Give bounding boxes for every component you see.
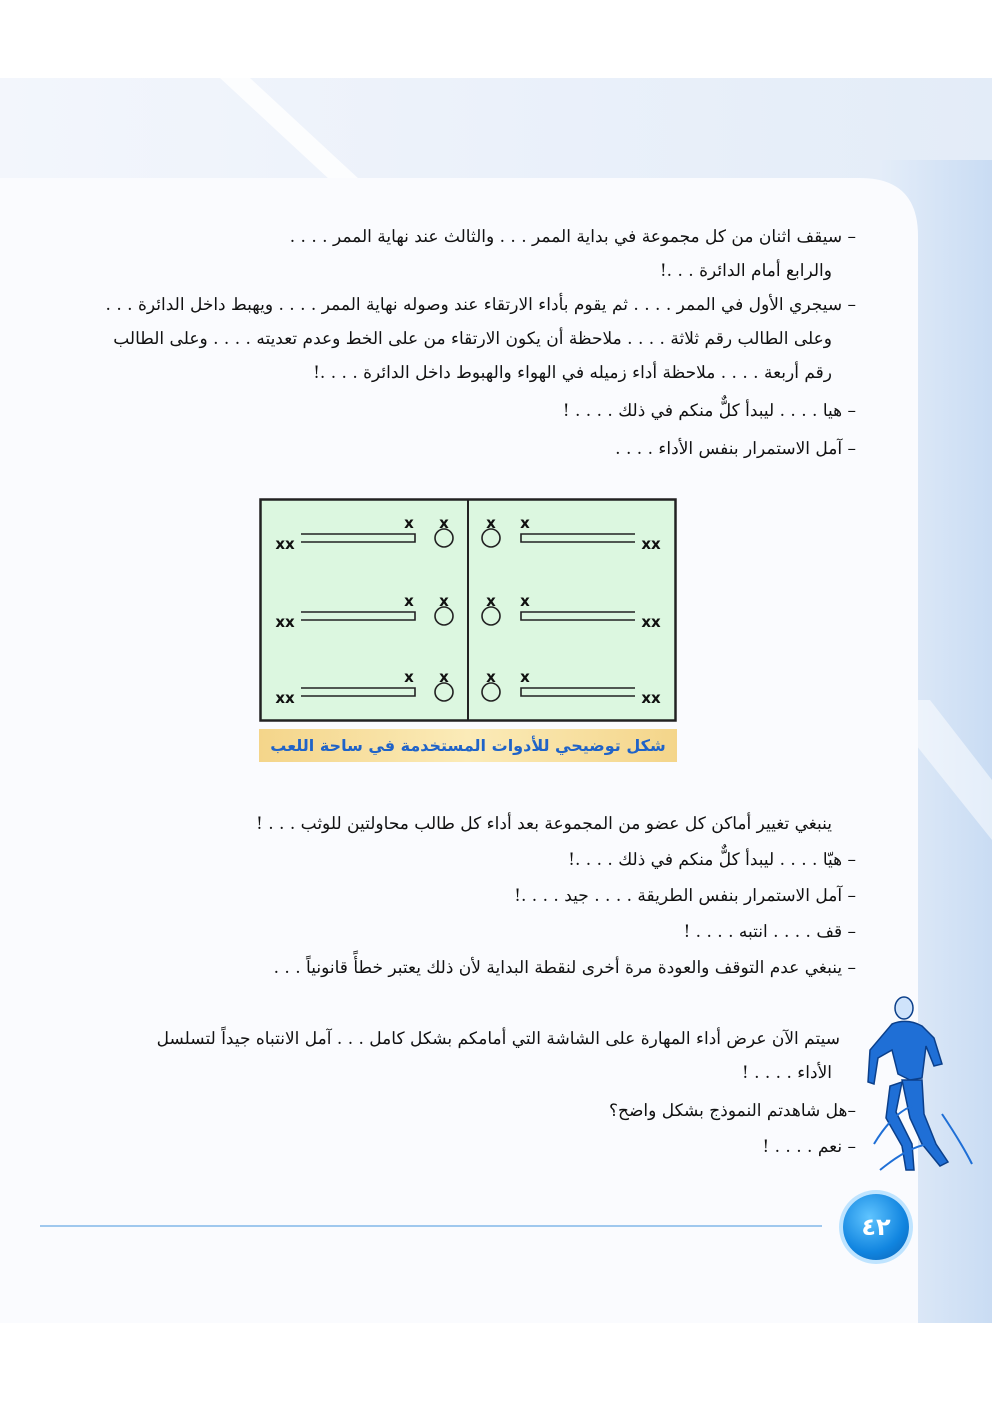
page-number-badge [843, 1194, 909, 1260]
instruction-line: – هيا . . . . ليبدأ كلٌّ منكم في ذلك . . . . ! [562, 401, 856, 421]
instruction-line: الأداء . . . . ! [741, 1063, 832, 1083]
student-marker: x [486, 668, 496, 686]
instruction-line: –هل شاهدتم النموذج بشكل واضح؟ [608, 1101, 856, 1121]
instruction-line: – سيقف اثنان من كل مجموعة في بداية الممر . . . والثالث عند نهاية الممر . . . . [289, 227, 856, 247]
student-marker: x [404, 668, 414, 686]
student-marker: x [520, 668, 530, 686]
instruction-line: – نعم . . . . ! [762, 1137, 856, 1157]
instruction-line: – قف . . . . انتبه . . . . ! [683, 922, 856, 942]
figure-caption-text: شكل توضيحي للأدوات المستخدمة في ساحة اللعب [270, 736, 666, 755]
student-marker: x [439, 668, 449, 686]
student-marker: x [520, 514, 530, 532]
student-marker: x [486, 514, 496, 532]
instruction-line: – هيّا . . . . ليبدأ كلٌّ منكم في ذلك . . . .! [568, 850, 856, 870]
runner-illustration [852, 994, 982, 1194]
student-marker-pair: xx [275, 689, 295, 707]
figure-caption [259, 729, 677, 762]
instruction-line: سيتم الآن عرض أداء المهارة على الشاشة التي أمامكم بشكل كامل . . . آمل الانتباه جيداً لتسلسل [156, 1029, 840, 1049]
student-marker: x [404, 592, 414, 610]
student-marker: x [486, 592, 496, 610]
instruction-line: رقم أربعة . . . . ملاحظة أداء زميله في الهواء والهبوط داخل الدائرة . . . .! [313, 363, 832, 383]
student-marker: x [404, 514, 414, 532]
student-marker-pair: xx [641, 535, 661, 553]
instruction-line: – ينبغي عدم التوقف والعودة مرة أخرى لنقطة البداية لأن ذلك يعتبر خطأً قانونياً . . . [273, 958, 856, 978]
student-marker-pair: xx [275, 535, 295, 553]
instruction-line: – آمل الاستمرار بنفس الأداء . . . . [615, 439, 856, 459]
student-marker-pair: xx [275, 613, 295, 631]
instruction-line: والرابع أمام الدائرة . . .! [659, 261, 832, 281]
playing-field-diagram [259, 498, 677, 722]
instruction-line: – آمل الاستمرار بنفس الطريقة . . . . جيد . . . .! [514, 886, 856, 906]
instruction-line: ينبغي تغيير أماكن كل عضو من المجموعة بعد أداء كل طالب محاولتين للوثب . . . ! [255, 814, 832, 834]
instruction-line: – سيجري الأول في الممر . . . . ثم يقوم بأداء الارتقاء عند وصوله نهاية الممر . . . . ويهبط داخل الدائرة . . . [105, 295, 856, 315]
page-number: ٤٢ [861, 1213, 891, 1241]
student-marker-pair: xx [641, 689, 661, 707]
instruction-line: وعلى الطالب رقم ثلاثة . . . . ملاحظة أن يكون الارتقاء من على الخط وعدم تعديته . . . . وعلى الطالب [113, 329, 832, 349]
student-marker: x [439, 514, 449, 532]
student-marker: x [439, 592, 449, 610]
student-marker: x [520, 592, 530, 610]
student-marker-pair: xx [641, 613, 661, 631]
